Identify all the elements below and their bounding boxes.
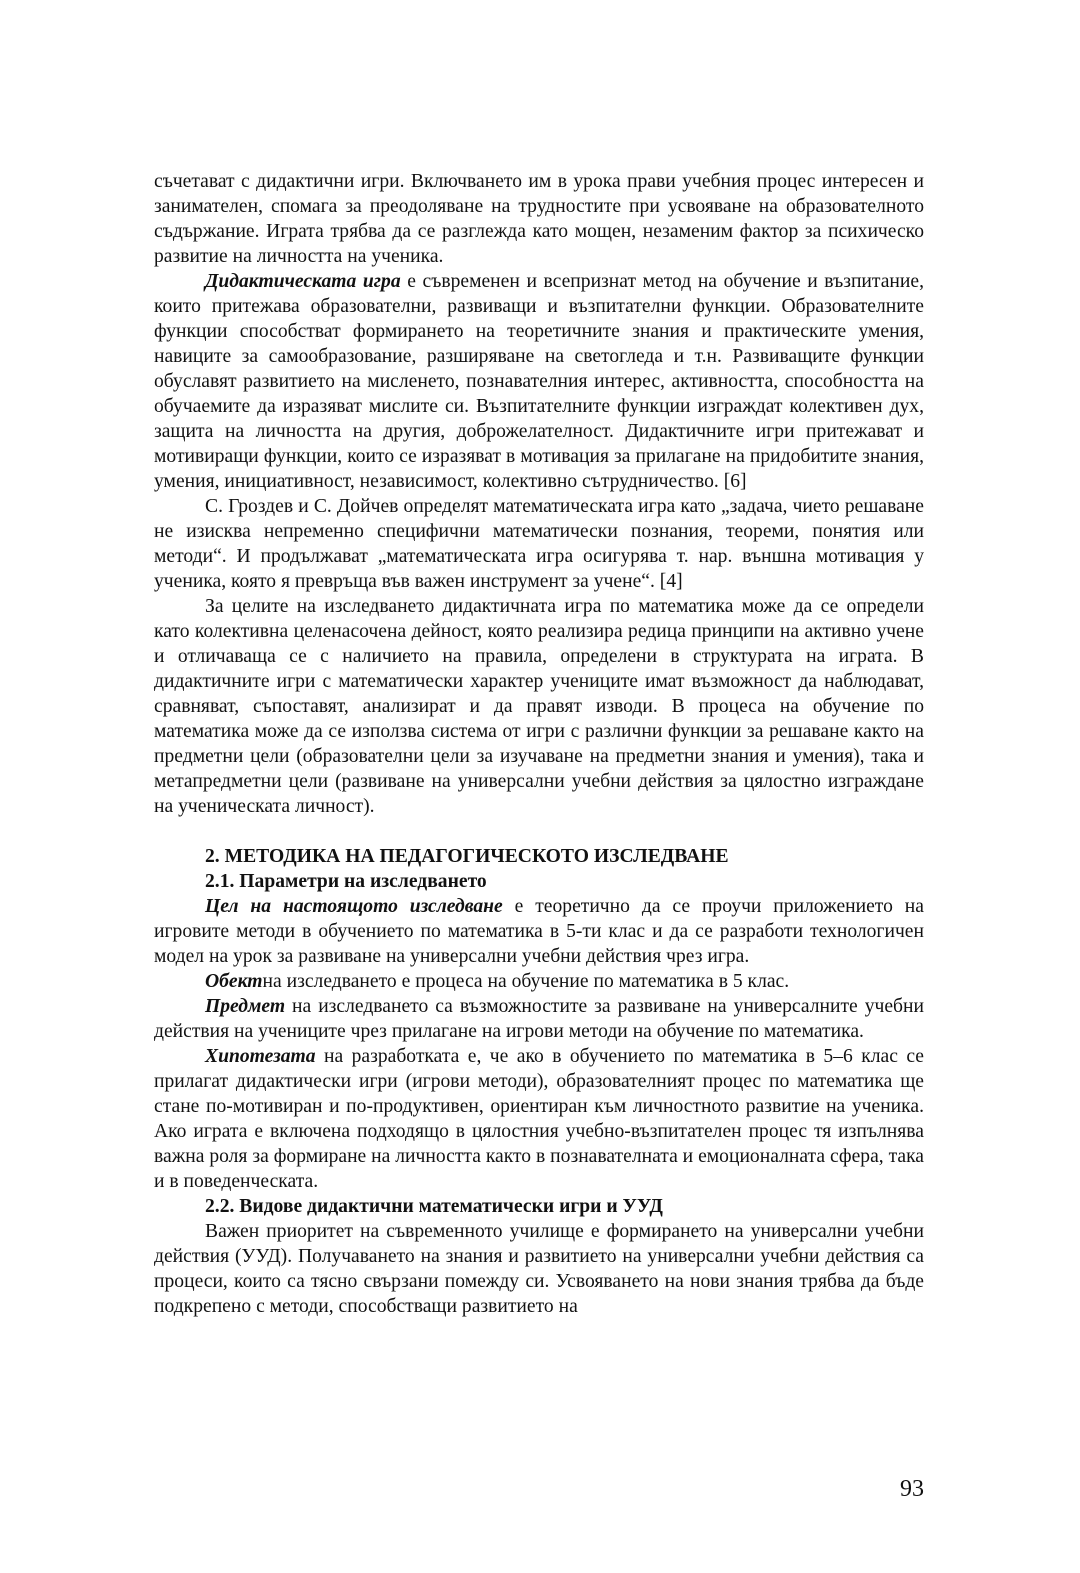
subsection-heading-parameters: 2.1. Параметри на изследването bbox=[205, 871, 487, 892]
paragraph-subject bbox=[154, 994, 924, 1044]
page-number: 93 bbox=[900, 1476, 924, 1502]
subsection-heading-game-types: 2.2. Видове дидактични математически игри и УУД bbox=[205, 1196, 663, 1217]
paragraph-research-definition: За целите на изследването дидактичната игра по математика може да се определи като колективна целенасочена дейност, която реализира редица принципи на активно учене и отличаваща се с наличието на правила, определени в структурата на играта. В дидактичните игри с математически характер учениците имат възможност да наблюдават, сравняват, съпоставят, анализират и да правят изводи. В процеса на обучение по математика може да се използва система от игри с различни функции за решаване както на предметни цели (образователни цели за изучаване на предметни знания и умения), така и метапредметни цели (развиване на универсални учебни действия за цялостно изграждане на ученическата личност). bbox=[154, 596, 924, 817]
term-hypothesis: Хипотезата bbox=[205, 1046, 316, 1067]
paragraph-hypothesis-text: на разработката е, че ако в обучението по математика в 5–6 клас се прилагат дидактически игри (игрови методи), образователният процес по математика ще стане по-мотивиран и по-продуктивен, ориентиран към личностното развитие на ученика. Ако играта е включена подходящо в цялостния учебно-възпитателен процес тя изпълнява важна роля за формиране на личността както в познавателната и емоционалната сфера, така и в поведенческата. bbox=[154, 1046, 924, 1192]
body-text bbox=[154, 169, 924, 1319]
paragraph-didactic-game bbox=[154, 269, 924, 494]
paragraph-goal-text: е теоретично да се проучи приложението на игровите методи в обучението по математика в 5-ти клас и да се разработи технологичен модел на урок за развиване на универсални учебни действия чрез игра. bbox=[154, 896, 924, 967]
term-didactic-game: Дидактическата игра bbox=[205, 271, 401, 292]
term-object: Обект bbox=[205, 971, 263, 992]
paragraph-object bbox=[154, 969, 924, 994]
paragraph-2-text: е съвременен и всепризнат метод на обучение и възпитание, които притежава образователни, развиващи и възпитателни функции. Образователните функции способстват формирането на теоретичните знания и практическите умения, навиците за самообразование, разширяване на светогледа и т.н. Развиващите функции обуславят развитието на мисленето, познавателния интерес, активността, способността на обучаемите да изразяват мислите си. Възпитателните функции изграждат колективен дух, защита на личността на другия, доброжелателност. Дидактичните игри притежават и мотивиращи функции, които се изразяват в мотивация за прилагане на придобитите знания, умения, инициативност, независимост, колективно сътрудничество. [6] bbox=[154, 271, 924, 492]
paragraph-subject-text: на изследването са възможностите за развиване на универсалните учебни действия на учениците чрез прилагане на игрови методи на обучение по математика. bbox=[154, 996, 924, 1042]
paragraph-goal bbox=[154, 894, 924, 969]
paragraph-1: съчетават с дидактични игри. Включването им в урока прави учебния процес интересен и занимателен, спомага за преодоляване на трудностите при усвояване на образователното съдържание. Играта трябва да се разглежда като мощен, незаменим фактор за психическо развитие на личността на ученика. bbox=[154, 171, 924, 267]
paragraph-grozdev-doychev: С. Гроздев и С. Дойчев определят математическата игра като „задача, чието решаване не изисква непременно специфични математически познания, теореми, понятия или методи“. И продължават „математическата игра осигурява т. нар. външна мотивация у ученика, която я превръща във важен инструмент за учене“. [4] bbox=[154, 496, 924, 592]
paragraph-uud: Важен приоритет на съвременното училище е формирането на универсални учебни действия (УУД). Получаването на знания и развитието на универсални учебни действия са процеси, които са тясно свързани помежду си. Усвояването на нови знания трябва да бъде подкрепено с методи, способстващи развитието на bbox=[154, 1221, 924, 1317]
term-goal: Цел на настоящото изследване bbox=[205, 896, 503, 917]
term-subject: Предмет bbox=[205, 996, 286, 1017]
paragraph-hypothesis bbox=[154, 1044, 924, 1194]
section-heading-methodology: 2. МЕТОДИКА НА ПЕДАГОГИЧЕСКОТО ИЗСЛЕДВАНЕ bbox=[205, 846, 729, 867]
paragraph-object-text: на изследването е процеса на обучение по математика в 5 клас. bbox=[262, 971, 790, 992]
